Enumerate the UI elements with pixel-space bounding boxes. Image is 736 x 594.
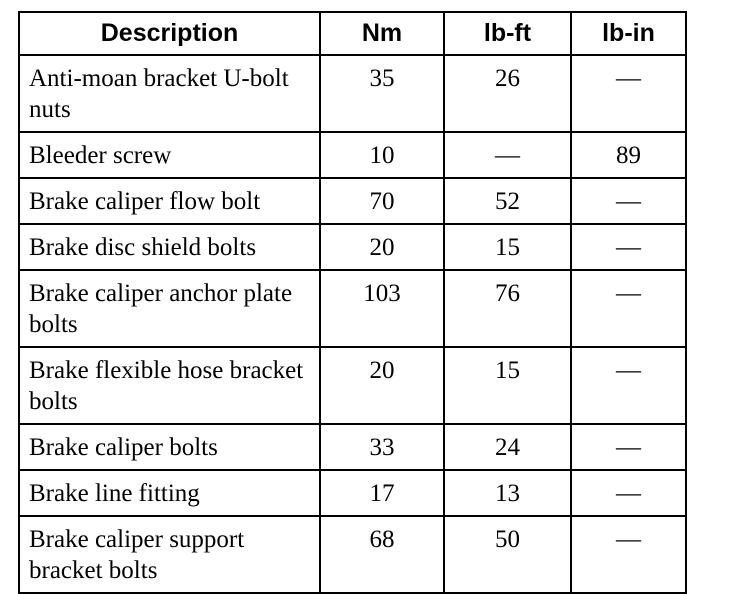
cell-nm: 17 — [320, 470, 444, 516]
header-description: Description — [19, 12, 320, 55]
cell-nm: 68 — [320, 516, 444, 593]
cell-nm: 35 — [320, 55, 444, 132]
table-row — [19, 516, 686, 593]
cell-lb-in: — — [571, 347, 686, 424]
cell-description: Brake disc shield bolts — [19, 224, 320, 270]
header-nm: Nm — [320, 12, 444, 55]
cell-lb-in: — — [571, 470, 686, 516]
cell-lb-in: — — [571, 516, 686, 593]
cell-lb-in: — — [571, 424, 686, 470]
cell-lb-ft: 15 — [444, 347, 571, 424]
cell-description: Anti-moan bracket U-bolt nuts — [19, 55, 320, 132]
table-row — [19, 424, 686, 470]
cell-lb-in: — — [571, 55, 686, 132]
cell-nm: 20 — [320, 224, 444, 270]
cell-lb-ft: 15 — [444, 224, 571, 270]
header-lb-in: lb-in — [571, 12, 686, 55]
cell-lb-in: 89 — [571, 132, 686, 178]
cell-description: Brake line fitting — [19, 470, 320, 516]
cell-lb-in: — — [571, 224, 686, 270]
cell-nm: 33 — [320, 424, 444, 470]
table-row — [19, 132, 686, 178]
cell-lb-ft: 26 — [444, 55, 571, 132]
table-row — [19, 178, 686, 224]
header-lb-ft: lb-ft — [444, 12, 571, 55]
cell-lb-ft: — — [444, 132, 571, 178]
cell-lb-in: — — [571, 178, 686, 224]
cell-description: Brake caliper flow bolt — [19, 178, 320, 224]
table-row — [19, 224, 686, 270]
cell-description: Brake caliper bolts — [19, 424, 320, 470]
cell-lb-ft: 24 — [444, 424, 571, 470]
header-row — [19, 12, 686, 55]
cell-nm: 70 — [320, 178, 444, 224]
table-row — [19, 347, 686, 424]
torque-specification-table — [18, 11, 687, 594]
cell-description: Brake caliper anchor plate bolts — [19, 270, 320, 347]
cell-nm: 20 — [320, 347, 444, 424]
cell-lb-ft: 52 — [444, 178, 571, 224]
table-row — [19, 270, 686, 347]
cell-lb-ft: 76 — [444, 270, 571, 347]
cell-lb-ft: 13 — [444, 470, 571, 516]
cell-lb-in: — — [571, 270, 686, 347]
cell-description: Brake caliper support bracket bolts — [19, 516, 320, 593]
cell-nm: 10 — [320, 132, 444, 178]
cell-lb-ft: 50 — [444, 516, 571, 593]
cell-description: Bleeder screw — [19, 132, 320, 178]
table-row — [19, 55, 686, 132]
cell-description: Brake flexible hose bracket bolts — [19, 347, 320, 424]
table-row — [19, 470, 686, 516]
cell-nm: 103 — [320, 270, 444, 347]
